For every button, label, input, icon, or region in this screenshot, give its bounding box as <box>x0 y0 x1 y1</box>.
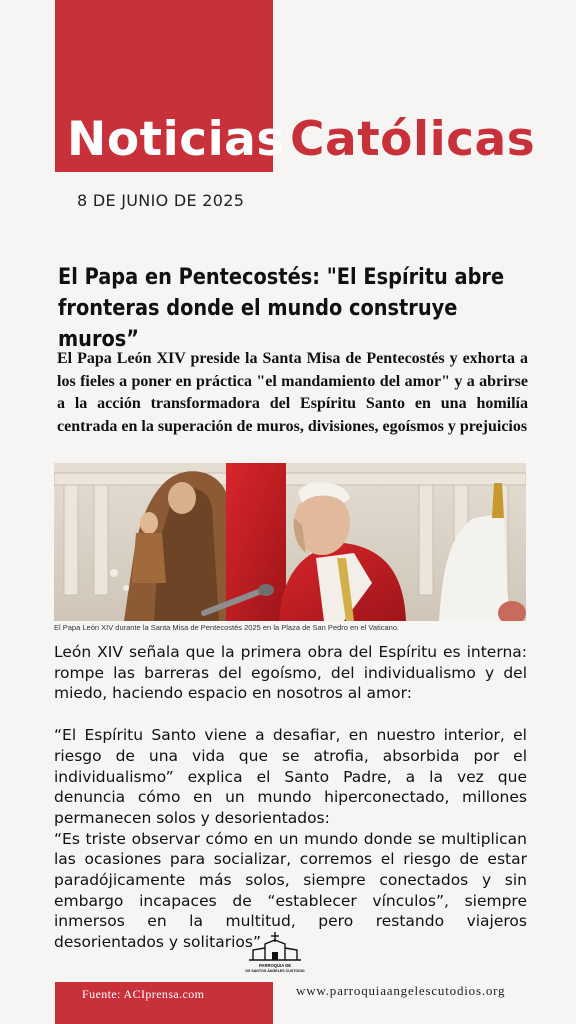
logo-line-2: LOS SANTOS ÁNGELES CUSTODIOS <box>245 969 305 973</box>
photo-caption: El Papa León XIV durante la Santa Misa de Pentecostés 2025 en la Plaza de San Pedro en el Vaticano. <box>54 623 400 632</box>
article-photo <box>54 463 526 621</box>
body-paragraph-1: León XIV señala que la primera obra del Espíritu es interna: rompe las barreras del egoísmo, del individualismo y del miedo, haciendo espacio en nosotros al amor: <box>54 643 527 703</box>
logo-line-1: PARROQUIA DE <box>258 963 292 968</box>
parish-logo <box>245 930 305 976</box>
website-link[interactable]: www.parroquiaangelescutodios.org <box>296 983 506 998</box>
article-lead: El Papa León XIV preside la Santa Misa de Pentecostés y exhorta a los fieles a poner en práctica "el mandamiento del amor" y a abrirse a la acción transformadora del Espíritu Santo en una homilía centrada en la superación de muros, divisiones, egoísmos y prejuicios <box>57 350 528 435</box>
church-icon <box>245 930 305 976</box>
brand-word-noticias: Noticias <box>67 112 285 167</box>
article-headline: El Papa en Pentecostés: "El Espíritu abre fronteras donde el mundo construye muros” <box>58 264 505 352</box>
body-paragraph-2: “El Espíritu Santo viene a desafiar, en nuestro interior, el riesgo de una vida que se atrofia, absorbida por el individualismo” explica el Santo Padre, a la vez que denuncia cómo en un mundo hiperconectado, millones permanecen solos y desorientados: <box>54 726 527 827</box>
brand-word-catolicas: Católicas <box>290 112 536 167</box>
source-credit: Fuente: ACIprensa.com <box>82 987 205 1001</box>
article-body <box>54 642 527 953</box>
pope-mass-photo <box>54 463 526 621</box>
body-paragraph-3: “Es triste observar cómo en un mundo donde se multiplican las ocasiones para socializar, corremos el riesgo de estar paradójicamente más solos, siempre conectados y sin embargo incapaces de “establecer vínculos”, siempre inmersos en la multitud, pero restando viajeros desorientados y solitarios” <box>54 829 527 952</box>
publication-date: 8 DE JUNIO DE 2025 <box>77 191 245 210</box>
